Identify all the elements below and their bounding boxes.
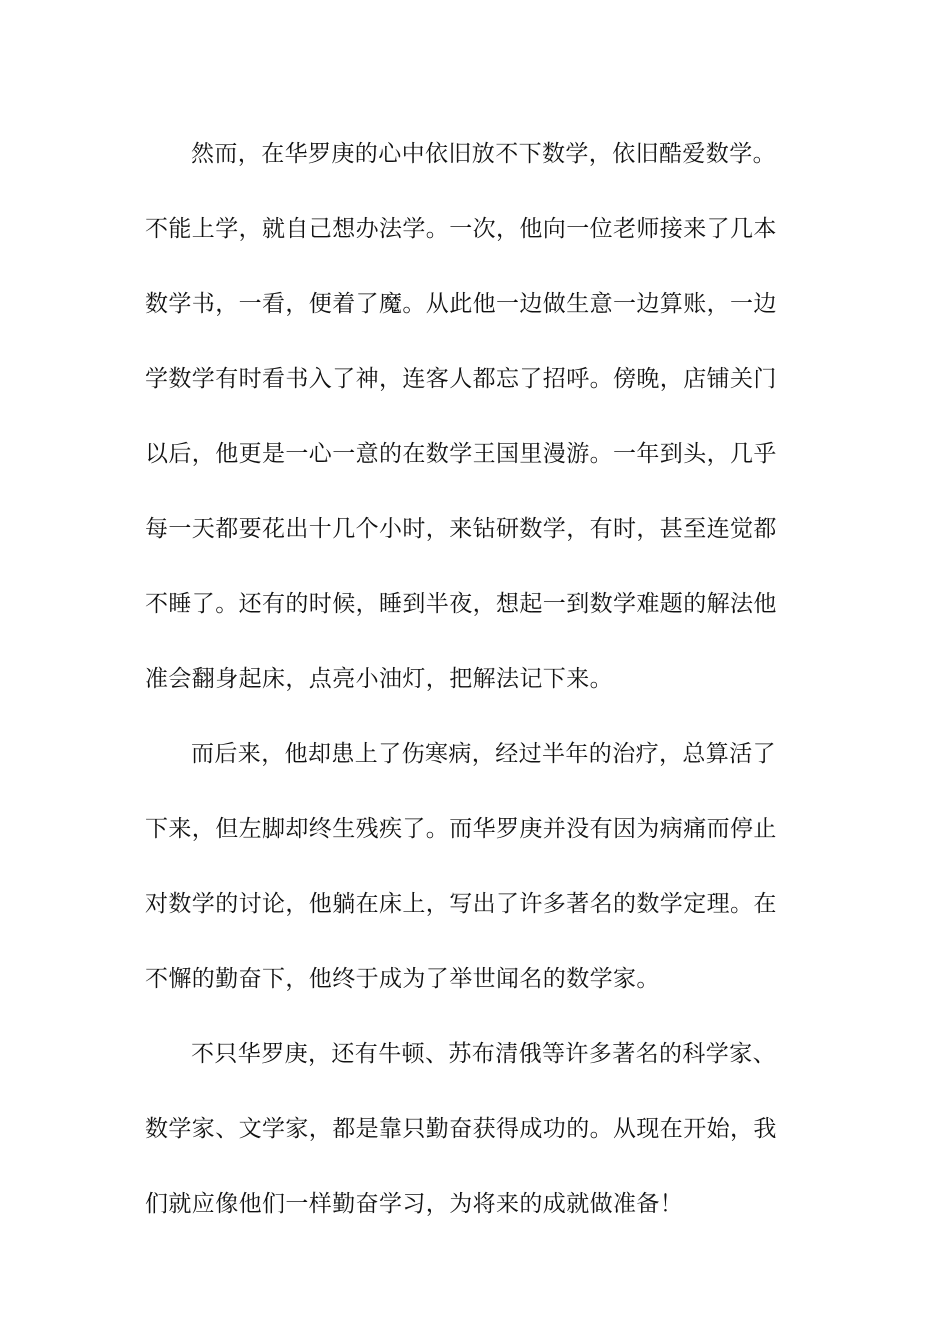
- paragraph: [145, 1036, 805, 1261]
- text-line: 们就应像他们一样勤奋学习，为将来的成就做准备！: [145, 1191, 684, 1217]
- paragraph: [145, 136, 805, 736]
- text-line: 不睡了。还有的时候，睡到半夜，想起一到数学难题的解法他: [145, 591, 777, 617]
- text-line: 学数学有时看书入了神，连客人都忘了招呼。傍晚，店铺关门: [145, 366, 777, 392]
- paragraph: [145, 736, 805, 1036]
- text-line: 数学家、文学家，都是靠只勤奋获得成功的。从现在开始，我: [145, 1116, 777, 1142]
- text-line: 而后来，他却患上了伤寒病，经过半年的治疗，总算活了: [191, 741, 776, 767]
- text-line: 不只华罗庚，还有牛顿、苏布清俄等许多著名的科学家、: [191, 1041, 776, 1067]
- text-line: 以后，他更是一心一意的在数学王国里漫游。一年到头，几乎: [145, 441, 777, 467]
- document-body: [145, 136, 805, 1261]
- text-line: 数学书，一看，便着了魔。从此他一边做生意一边算账，一边: [145, 291, 777, 317]
- text-line: 下来，但左脚却终生残疾了。而华罗庚并没有因为病痛而停止: [145, 816, 777, 842]
- text-line: 对数学的讨论，他躺在床上，写出了许多著名的数学定理。在: [145, 891, 777, 917]
- text-line: 不能上学，就自己想办法学。一次，他向一位老师接来了几本: [145, 216, 777, 242]
- text-line: 然而，在华罗庚的心中依旧放不下数学，依旧酷爱数学。: [191, 141, 776, 167]
- text-line: 准会翻身起床，点亮小油灯，把解法记下来。: [145, 666, 613, 692]
- text-line: 每一天都要花出十几个小时，来钻研数学，有时，甚至连觉都: [145, 516, 777, 542]
- text-line: 不懈的勤奋下，他终于成为了举世闻名的数学家。: [145, 966, 660, 992]
